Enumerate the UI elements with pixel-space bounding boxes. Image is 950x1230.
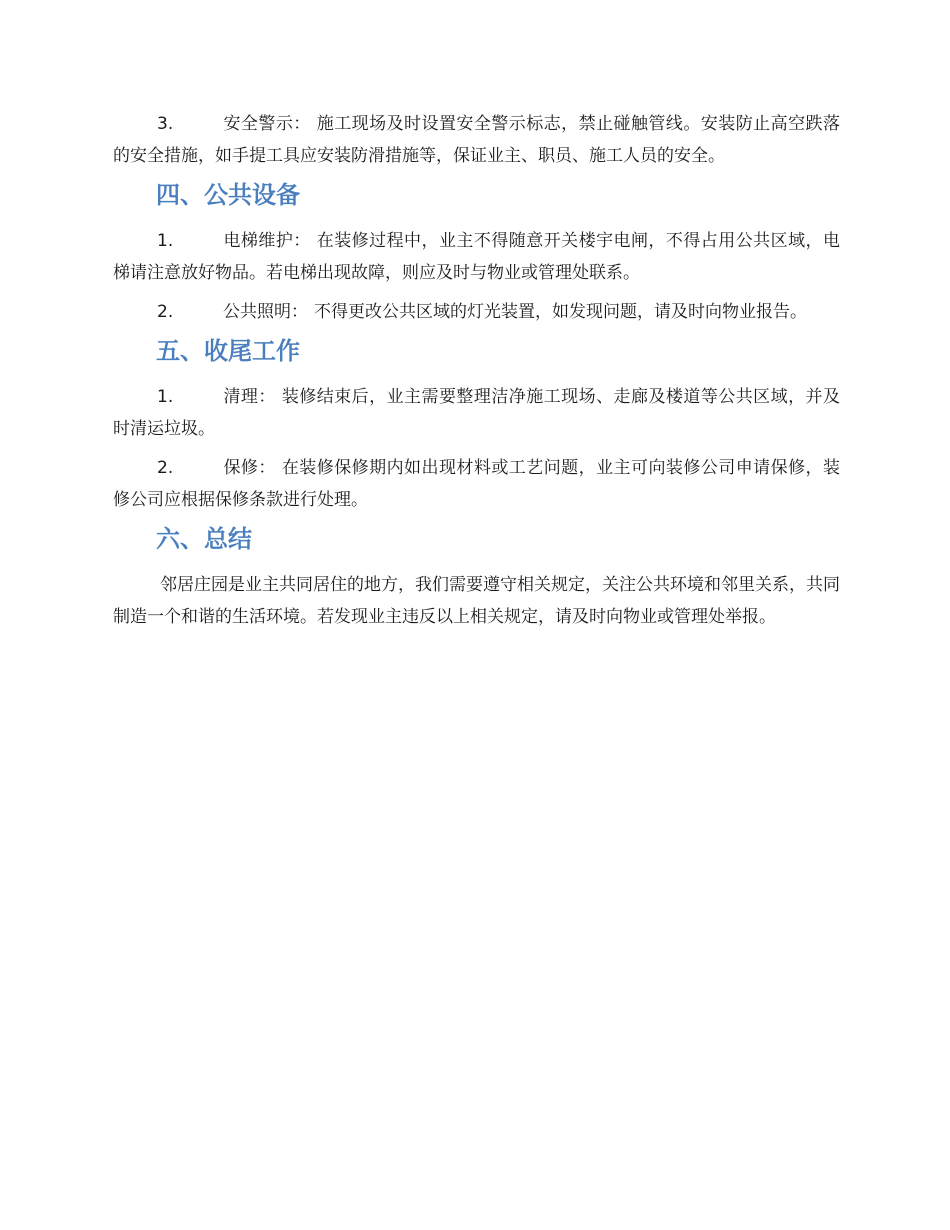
- list-number: 1.: [157, 231, 174, 251]
- list-item-elevator: [113, 225, 840, 289]
- list-item-cleanup: [113, 381, 840, 445]
- list-text: 在装修过程中，业主不得随意开关楼宇电闸，不得占用公共区域，电梯请注意放好物品。若电梯出现故障，则应及时与物业或管理处联系。: [113, 231, 841, 283]
- document-page: [113, 108, 840, 640]
- list-text: 施工现场及时设置安全警示标志，禁止碰触管线。安装防止高空跌落的安全措施，如手提工具应安装防滑措施等，保证业主、职员、施工人员的安全。: [113, 114, 841, 166]
- list-text: 装修结束后，业主需要整理洁净施工现场、走廊及楼道等公共区域，并及时清运垃圾。: [113, 387, 841, 439]
- list-number: 2.: [157, 302, 174, 322]
- list-item-warranty: [113, 452, 840, 516]
- summary-paragraph: 邻居庄园是业主共同居住的地方，我们需要遵守相关规定，关注公共环境和邻里关系，共同制造一个和谐的生活环境。若发现业主违反以上相关规定，请及时向物业或管理处举报。: [113, 575, 840, 627]
- section-heading-finishing-work: 五、收尾工作: [156, 337, 300, 365]
- section-heading-summary: 六、总结: [156, 525, 252, 553]
- list-number: 3.: [157, 114, 174, 134]
- list-term: 电梯维护：: [223, 231, 311, 251]
- section-heading-public-equipment: 四、公共设备: [156, 181, 300, 209]
- list-number: 1.: [157, 387, 174, 407]
- list-item-safety-warning: [113, 108, 840, 172]
- list-number: 2.: [157, 458, 174, 478]
- list-term: 清理：: [223, 387, 276, 407]
- list-text: 在装修保修期内如出现材料或工艺问题，业主可向装修公司申请保修，装修公司应根据保修条款进行处理。: [113, 458, 841, 510]
- list-text: 不得更改公共区域的灯光装置，如发现问题，请及时向物业报告。: [314, 302, 807, 322]
- list-term: 公共照明：: [223, 302, 308, 322]
- list-item-lighting: [113, 296, 840, 328]
- list-term: 保修：: [223, 458, 276, 478]
- list-term: 安全警示：: [223, 114, 311, 134]
